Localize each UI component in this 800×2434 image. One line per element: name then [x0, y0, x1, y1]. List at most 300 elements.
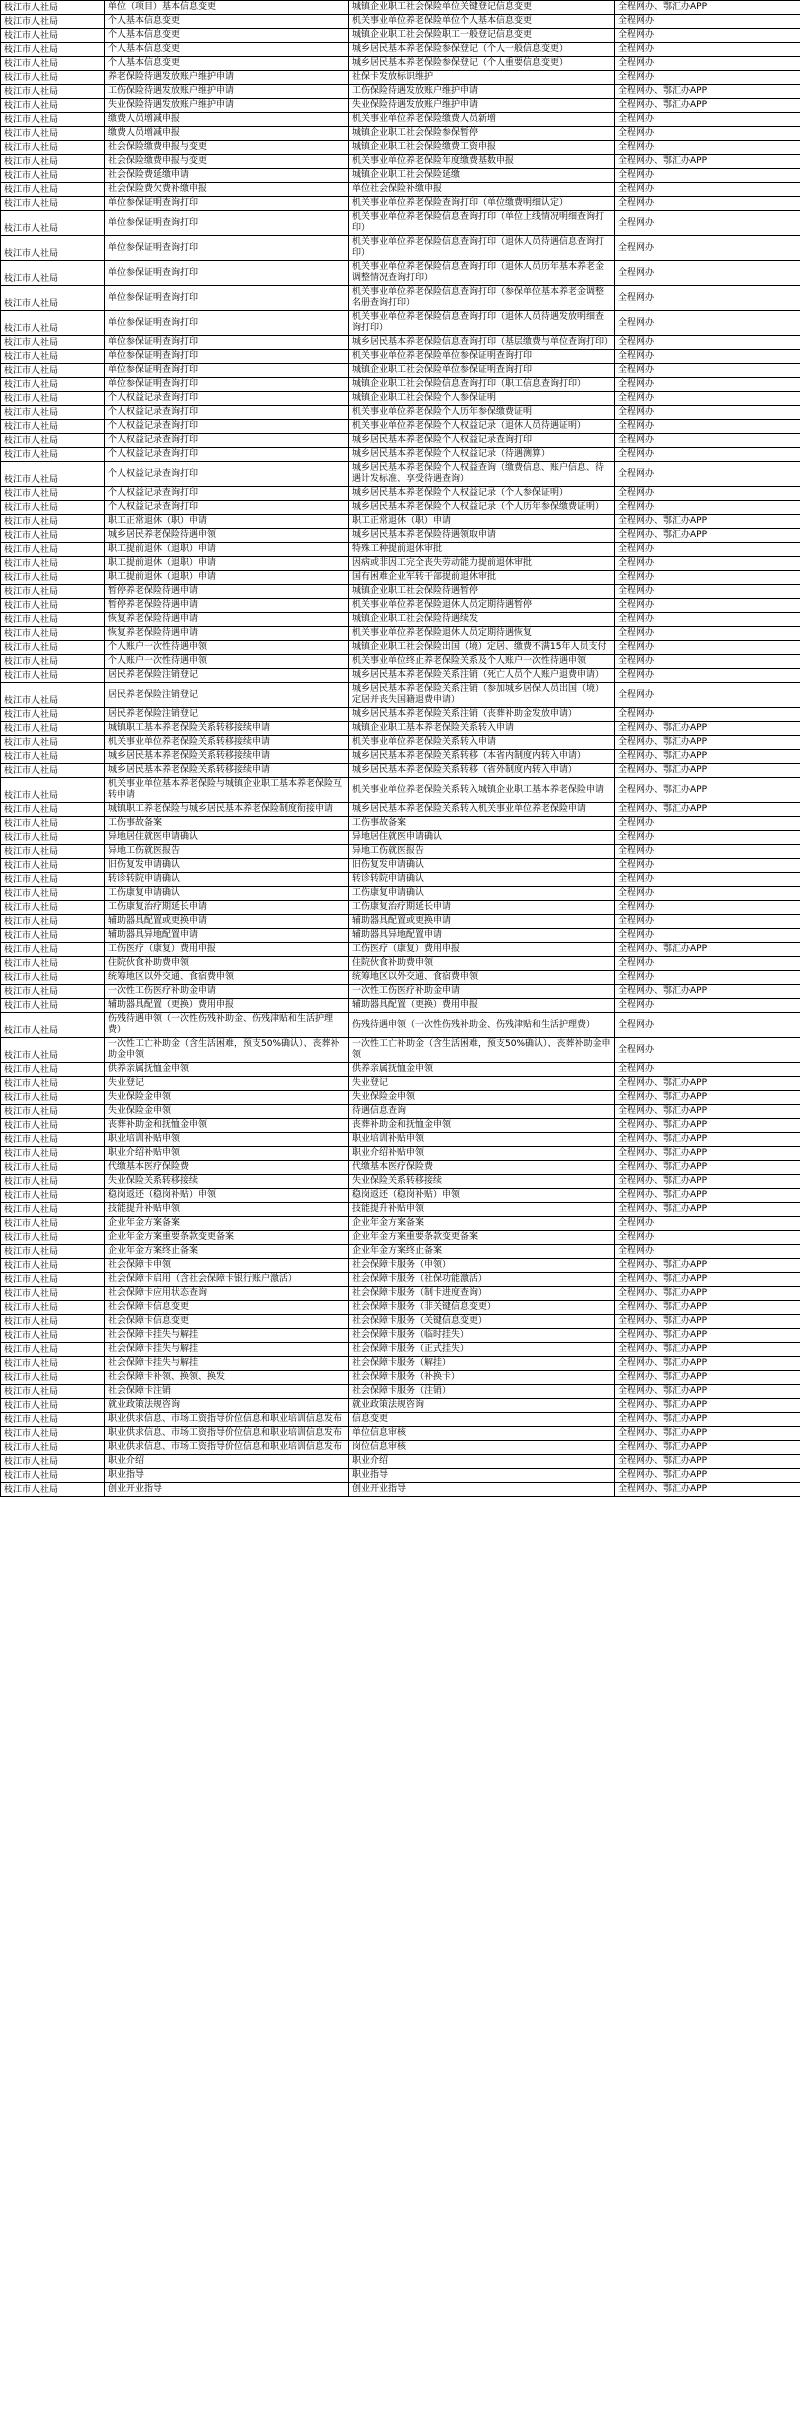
table-row	[1, 434, 800, 448]
sub-item-cell: 社会保障卡服务（解挂）	[349, 1357, 615, 1371]
channel-cell: 全程网办	[615, 113, 800, 127]
department-cell: 枝江市人社局	[1, 448, 105, 462]
channel-cell: 全程网办、鄂汇办APP	[615, 764, 800, 778]
channel-cell: 全程网办	[615, 999, 800, 1013]
table-row	[1, 1385, 800, 1399]
service-item-cell: 城镇职工基本养老保险关系转移接续申请	[105, 722, 349, 736]
department-cell: 枝江市人社局	[1, 957, 105, 971]
channel-cell: 全程网办	[615, 71, 800, 85]
table-row	[1, 71, 800, 85]
sub-item-cell: 城乡居民基本养老保险关系转移（省外制度内转入申请）	[349, 764, 615, 778]
sub-item-cell: 城乡居民基本养老保险参保登记（个人一般信息变更）	[349, 43, 615, 57]
table-row	[1, 1119, 800, 1133]
service-item-cell: 异地工伤就医报告	[105, 845, 349, 859]
table-row	[1, 669, 800, 683]
sub-item-cell: 城乡居民基本养老保险个人权益记录（个人历年参保缴费证明）	[349, 501, 615, 515]
table-row	[1, 462, 800, 487]
channel-cell: 全程网办	[615, 15, 800, 29]
channel-cell: 全程网办	[615, 1217, 800, 1231]
department-cell: 枝江市人社局	[1, 1259, 105, 1273]
sub-item-cell: 城乡居民基本养老保险个人权益记录（待遇测算）	[349, 448, 615, 462]
department-cell: 枝江市人社局	[1, 261, 105, 286]
channel-cell: 全程网办	[615, 1038, 800, 1063]
sub-item-cell: 职工正常退休（职）申请	[349, 515, 615, 529]
department-cell: 枝江市人社局	[1, 1287, 105, 1301]
table-row	[1, 683, 800, 708]
channel-cell: 全程网办	[615, 599, 800, 613]
table-row	[1, 1329, 800, 1343]
department-cell: 枝江市人社局	[1, 1441, 105, 1455]
department-cell: 枝江市人社局	[1, 350, 105, 364]
department-cell: 枝江市人社局	[1, 1133, 105, 1147]
table-row	[1, 1413, 800, 1427]
sub-item-cell: 机关事业单位养老保险信息查询打印（退休人员历年基本养老金调整情况查询打印）	[349, 261, 615, 286]
service-item-cell: 社会保险费欠费补缴申报	[105, 183, 349, 197]
sub-item-cell: 机关事业单位养老保险信息查询打印（单位上线情况明细查询打印）	[349, 211, 615, 236]
department-cell: 枝江市人社局	[1, 211, 105, 236]
sub-item-cell: 城乡居民基本养老保险关系转入机关事业单位养老保险申请	[349, 803, 615, 817]
service-item-cell: 缴费人员增减申报	[105, 127, 349, 141]
department-cell: 枝江市人社局	[1, 971, 105, 985]
sub-item-cell: 社保卡发放标识维护	[349, 71, 615, 85]
department-cell: 枝江市人社局	[1, 1385, 105, 1399]
department-cell: 枝江市人社局	[1, 529, 105, 543]
service-item-cell: 居民养老保险注销登记	[105, 683, 349, 708]
service-item-cell: 个人基本信息变更	[105, 29, 349, 43]
department-cell: 枝江市人社局	[1, 1455, 105, 1469]
sub-item-cell: 待遇信息查询	[349, 1105, 615, 1119]
sub-item-cell: 城乡居民基本养老保险关系转移（本省内制度内转入申请）	[349, 750, 615, 764]
department-cell: 枝江市人社局	[1, 1147, 105, 1161]
sub-item-cell: 辅助器具异地配置申请	[349, 929, 615, 943]
sub-item-cell: 城镇企业职工社会保险缴费工资申报	[349, 141, 615, 155]
channel-cell: 全程网办	[615, 286, 800, 311]
channel-cell: 全程网办、鄂汇办APP	[615, 1455, 800, 1469]
channel-cell: 全程网办	[615, 817, 800, 831]
service-item-cell: 个人权益记录查询打印	[105, 487, 349, 501]
table-row	[1, 985, 800, 999]
channel-cell: 全程网办、鄂汇办APP	[615, 1077, 800, 1091]
sub-item-cell: 城镇企业职工社会保险职工一般登记信息变更	[349, 29, 615, 43]
table-row	[1, 817, 800, 831]
sub-item-cell: 代缴基本医疗保险费	[349, 1161, 615, 1175]
service-item-cell: 社会保障卡挂失与解挂	[105, 1329, 349, 1343]
department-cell: 枝江市人社局	[1, 99, 105, 113]
service-item-cell: 职工提前退休（退职）申请	[105, 571, 349, 585]
service-item-cell: 个人权益记录查询打印	[105, 462, 349, 487]
channel-cell: 全程网办	[615, 1231, 800, 1245]
department-cell: 枝江市人社局	[1, 1357, 105, 1371]
table-row	[1, 1259, 800, 1273]
department-cell: 枝江市人社局	[1, 1273, 105, 1287]
department-cell: 枝江市人社局	[1, 501, 105, 515]
sub-item-cell: 辅助器具配置或更换申请	[349, 915, 615, 929]
table-row	[1, 261, 800, 286]
department-cell: 枝江市人社局	[1, 1189, 105, 1203]
service-item-cell: 职业供求信息、市场工资指导价位信息和职业培训信息发布	[105, 1427, 349, 1441]
sub-item-cell: 职业介绍补贴申领	[349, 1147, 615, 1161]
department-cell: 枝江市人社局	[1, 543, 105, 557]
table-row	[1, 1105, 800, 1119]
service-item-cell: 个人账户一次性待遇申领	[105, 641, 349, 655]
table-row	[1, 915, 800, 929]
table-row	[1, 392, 800, 406]
sub-item-cell: 机关事业单位养老保险退休人员定期待遇恢复	[349, 627, 615, 641]
service-item-cell: 单位参保证明查询打印	[105, 286, 349, 311]
table-row	[1, 613, 800, 627]
channel-cell: 全程网办、鄂汇办APP	[615, 1273, 800, 1287]
service-item-cell: 辅助器具配置或更换申请	[105, 915, 349, 929]
sub-item-cell: 机关事业单位养老保险单位个人基本信息变更	[349, 15, 615, 29]
channel-cell: 全程网办	[615, 501, 800, 515]
service-item-cell: 社会保障卡启用（含社会保障卡银行账户激活）	[105, 1273, 349, 1287]
service-item-cell: 社会保障卡注销	[105, 1385, 349, 1399]
department-cell: 枝江市人社局	[1, 15, 105, 29]
department-cell: 枝江市人社局	[1, 311, 105, 336]
department-cell: 枝江市人社局	[1, 378, 105, 392]
department-cell: 枝江市人社局	[1, 183, 105, 197]
sub-item-cell: 职业指导	[349, 1469, 615, 1483]
service-item-cell: 个人权益记录查询打印	[105, 420, 349, 434]
sub-item-cell: 失业登记	[349, 1077, 615, 1091]
table-row	[1, 1455, 800, 1469]
sub-item-cell: 机关事业单位养老保险关系转入城镇企业职工基本养老保险申请	[349, 778, 615, 803]
sub-item-cell: 一次性工亡补助金（含生活困难，预支50%确认）、丧葬补助金申领	[349, 1038, 615, 1063]
service-item-cell: 工伤医疗（康复）费用申报	[105, 943, 349, 957]
sub-item-cell: 机关事业单位终止养老保险关系及个人账户一次性待遇申领	[349, 655, 615, 669]
channel-cell: 全程网办、鄂汇办APP	[615, 1091, 800, 1105]
table-row	[1, 197, 800, 211]
channel-cell: 全程网办、鄂汇办APP	[615, 1301, 800, 1315]
service-item-cell: 城乡居民基本养老保险关系转移接续申请	[105, 750, 349, 764]
channel-cell: 全程网办	[615, 585, 800, 599]
channel-cell: 全程网办	[615, 487, 800, 501]
channel-cell: 全程网办	[615, 392, 800, 406]
service-item-cell: 失业保险关系转移接续	[105, 1175, 349, 1189]
sub-item-cell: 社会保障卡服务（社保功能激活）	[349, 1273, 615, 1287]
service-item-cell: 单位参保证明查询打印	[105, 236, 349, 261]
table-row	[1, 350, 800, 364]
table-row	[1, 1427, 800, 1441]
channel-cell: 全程网办、鄂汇办APP	[615, 1329, 800, 1343]
channel-cell: 全程网办、鄂汇办APP	[615, 1161, 800, 1175]
service-item-cell: 失业保险金申领	[105, 1091, 349, 1105]
service-item-cell: 恢复养老保险待遇申请	[105, 627, 349, 641]
table-row	[1, 487, 800, 501]
table-row	[1, 943, 800, 957]
channel-cell: 全程网办、鄂汇办APP	[615, 1147, 800, 1161]
channel-cell: 全程网办	[615, 873, 800, 887]
sub-item-cell: 旧伤复发申请确认	[349, 859, 615, 873]
table-row	[1, 1147, 800, 1161]
service-item-cell: 失业保险金申领	[105, 1105, 349, 1119]
department-cell: 枝江市人社局	[1, 1245, 105, 1259]
channel-cell: 全程网办	[615, 683, 800, 708]
department-cell: 枝江市人社局	[1, 1119, 105, 1133]
table-row	[1, 1217, 800, 1231]
table-row	[1, 1287, 800, 1301]
channel-cell: 全程网办、鄂汇办APP	[615, 1343, 800, 1357]
sub-item-cell: 工伤康复申请确认	[349, 887, 615, 901]
sub-item-cell: 特殊工种提前退休审批	[349, 543, 615, 557]
table-row	[1, 736, 800, 750]
channel-cell: 全程网办、鄂汇办APP	[615, 750, 800, 764]
channel-cell: 全程网办、鄂汇办APP	[615, 985, 800, 999]
table-row	[1, 15, 800, 29]
service-item-cell: 社会保障卡信息变更	[105, 1301, 349, 1315]
channel-cell: 全程网办	[615, 434, 800, 448]
sub-item-cell: 机关事业单位养老保险缴费人员新增	[349, 113, 615, 127]
department-cell: 枝江市人社局	[1, 1203, 105, 1217]
channel-cell: 全程网办、鄂汇办APP	[615, 1259, 800, 1273]
department-cell: 枝江市人社局	[1, 1399, 105, 1413]
sub-item-cell: 城乡居民基本养老保险关系注销（丧葬补助金发放申请）	[349, 708, 615, 722]
department-cell: 枝江市人社局	[1, 929, 105, 943]
service-item-cell: 失业保险待遇发放账户维护申请	[105, 99, 349, 113]
sub-item-cell: 一次性工伤医疗补助金申请	[349, 985, 615, 999]
service-item-cell: 企业年金方案重要条款变更备案	[105, 1231, 349, 1245]
channel-cell: 全程网办	[615, 887, 800, 901]
channel-cell: 全程网办	[615, 311, 800, 336]
sub-item-cell: 城乡居民基本养老保险待遇领取申请	[349, 529, 615, 543]
department-cell: 枝江市人社局	[1, 1161, 105, 1175]
table-row	[1, 43, 800, 57]
service-item-cell: 单位参保证明查询打印	[105, 364, 349, 378]
service-item-cell: 社会保障卡补领、换领、换发	[105, 1371, 349, 1385]
department-cell: 枝江市人社局	[1, 943, 105, 957]
sub-item-cell: 职业培训补贴申领	[349, 1133, 615, 1147]
channel-cell: 全程网办	[615, 957, 800, 971]
department-cell: 枝江市人社局	[1, 127, 105, 141]
channel-cell: 全程网办、鄂汇办APP	[615, 1483, 800, 1497]
channel-cell: 全程网办	[615, 211, 800, 236]
sub-item-cell: 社会保障卡服务（临时挂失）	[349, 1329, 615, 1343]
department-cell: 枝江市人社局	[1, 1, 105, 15]
table-row	[1, 1077, 800, 1091]
department-cell: 枝江市人社局	[1, 1091, 105, 1105]
channel-cell: 全程网办	[615, 183, 800, 197]
sub-item-cell: 企业年金方案终止备案	[349, 1245, 615, 1259]
channel-cell: 全程网办、鄂汇办APP	[615, 1385, 800, 1399]
service-table-body	[1, 1, 800, 1497]
department-cell: 枝江市人社局	[1, 1343, 105, 1357]
service-item-cell: 职业介绍	[105, 1455, 349, 1469]
department-cell: 枝江市人社局	[1, 71, 105, 85]
table-row	[1, 803, 800, 817]
department-cell: 枝江市人社局	[1, 831, 105, 845]
sub-item-cell: 工伤事故备案	[349, 817, 615, 831]
service-item-cell: 单位参保证明查询打印	[105, 350, 349, 364]
table-row	[1, 501, 800, 515]
sub-item-cell: 社会保障卡服务（补换卡）	[349, 1371, 615, 1385]
service-item-cell: 单位参保证明查询打印	[105, 261, 349, 286]
service-item-cell: 个人权益记录查询打印	[105, 434, 349, 448]
sub-item-cell: 住院伙食补助费申领	[349, 957, 615, 971]
department-cell: 枝江市人社局	[1, 1413, 105, 1427]
department-cell: 枝江市人社局	[1, 736, 105, 750]
service-item-cell: 个人权益记录查询打印	[105, 448, 349, 462]
channel-cell: 全程网办、鄂汇办APP	[615, 1427, 800, 1441]
service-item-cell: 城乡居民养老保险待遇申领	[105, 529, 349, 543]
channel-cell: 全程网办、鄂汇办APP	[615, 155, 800, 169]
department-cell: 枝江市人社局	[1, 1231, 105, 1245]
table-row	[1, 845, 800, 859]
table-row	[1, 364, 800, 378]
department-cell: 枝江市人社局	[1, 708, 105, 722]
department-cell: 枝江市人社局	[1, 29, 105, 43]
table-row	[1, 1315, 800, 1329]
sub-item-cell: 稳岗返还（稳岗补贴）申领	[349, 1189, 615, 1203]
sub-item-cell: 供养亲属抚恤金申领	[349, 1063, 615, 1077]
channel-cell: 全程网办、鄂汇办APP	[615, 1315, 800, 1329]
channel-cell: 全程网办	[615, 336, 800, 350]
service-item-cell: 单位参保证明查询打印	[105, 211, 349, 236]
department-cell: 枝江市人社局	[1, 764, 105, 778]
table-row	[1, 1038, 800, 1063]
sub-item-cell: 城镇企业职工社会保险待遇续发	[349, 613, 615, 627]
service-item-cell: 社会保障卡信息变更	[105, 1315, 349, 1329]
service-item-cell: 机关事业单位基本养老保险与城镇企业职工基本养老保险互转申请	[105, 778, 349, 803]
department-cell: 枝江市人社局	[1, 873, 105, 887]
table-row	[1, 778, 800, 803]
table-row	[1, 1343, 800, 1357]
service-item-cell: 工伤康复治疗期延长申请	[105, 901, 349, 915]
sub-item-cell: 异地工伤就医报告	[349, 845, 615, 859]
channel-cell: 全程网办	[615, 845, 800, 859]
table-row	[1, 571, 800, 585]
department-cell: 枝江市人社局	[1, 364, 105, 378]
department-cell: 枝江市人社局	[1, 1427, 105, 1441]
channel-cell: 全程网办、鄂汇办APP	[615, 1119, 800, 1133]
sub-item-cell: 城镇企业职工社会保险单位参保证明查询打印	[349, 364, 615, 378]
channel-cell: 全程网办、鄂汇办APP	[615, 1203, 800, 1217]
table-row	[1, 113, 800, 127]
sub-item-cell: 城镇企业职工基本养老保险关系转入申请	[349, 722, 615, 736]
table-row	[1, 311, 800, 336]
table-row	[1, 211, 800, 236]
sub-item-cell: 异地居住就医申请确认	[349, 831, 615, 845]
service-item-cell: 职业指导	[105, 1469, 349, 1483]
sub-item-cell: 机关事业单位养老保险年度缴费基数申报	[349, 155, 615, 169]
sub-item-cell: 社会保障卡服务（关键信息变更）	[349, 1315, 615, 1329]
table-row	[1, 1189, 800, 1203]
service-item-cell: 职业培训补贴申领	[105, 1133, 349, 1147]
sub-item-cell: 城乡居民基本养老保险信息查询打印（基层缴费与单位查询打印）	[349, 336, 615, 350]
sub-item-cell: 社会保障卡服务（非关键信息变更）	[349, 1301, 615, 1315]
service-item-cell: 企业年金方案终止备案	[105, 1245, 349, 1259]
service-item-cell: 职工提前退休（退职）申请	[105, 543, 349, 557]
channel-cell: 全程网办、鄂汇办APP	[615, 1287, 800, 1301]
service-item-cell: 个人权益记录查询打印	[105, 406, 349, 420]
channel-cell: 全程网办	[615, 462, 800, 487]
service-item-cell: 个人基本信息变更	[105, 43, 349, 57]
table-row	[1, 169, 800, 183]
department-cell: 枝江市人社局	[1, 155, 105, 169]
department-cell: 枝江市人社局	[1, 85, 105, 99]
service-item-cell: 社会保障卡挂失与解挂	[105, 1343, 349, 1357]
department-cell: 枝江市人社局	[1, 286, 105, 311]
department-cell: 枝江市人社局	[1, 803, 105, 817]
service-item-cell: 职工提前退休（退职）申请	[105, 557, 349, 571]
sub-item-cell: 技能提升补贴申领	[349, 1203, 615, 1217]
table-row	[1, 750, 800, 764]
service-item-cell: 单位参保证明查询打印	[105, 311, 349, 336]
sub-item-cell: 机关事业单位养老保险信息查询打印（退休人员待遇信息查询打印）	[349, 236, 615, 261]
channel-cell: 全程网办	[615, 915, 800, 929]
service-item-cell: 居民养老保险注销登记	[105, 669, 349, 683]
service-item-cell: 恢复养老保险待遇申请	[105, 613, 349, 627]
service-item-cell: 城乡居民基本养老保险关系转移接续申请	[105, 764, 349, 778]
department-cell: 枝江市人社局	[1, 845, 105, 859]
table-row	[1, 515, 800, 529]
service-item-cell: 工伤保险待遇发放账户维护申请	[105, 85, 349, 99]
table-row	[1, 957, 800, 971]
table-row	[1, 236, 800, 261]
table-row	[1, 1, 800, 15]
channel-cell: 全程网办	[615, 420, 800, 434]
channel-cell: 全程网办	[615, 859, 800, 873]
department-cell: 枝江市人社局	[1, 999, 105, 1013]
channel-cell: 全程网办	[615, 901, 800, 915]
table-row	[1, 420, 800, 434]
table-row	[1, 599, 800, 613]
channel-cell: 全程网办、鄂汇办APP	[615, 1469, 800, 1483]
department-cell: 枝江市人社局	[1, 571, 105, 585]
department-cell: 枝江市人社局	[1, 627, 105, 641]
department-cell: 枝江市人社局	[1, 1315, 105, 1329]
channel-cell: 全程网办	[615, 1245, 800, 1259]
table-row	[1, 831, 800, 845]
department-cell: 枝江市人社局	[1, 43, 105, 57]
service-item-cell: 职业供求信息、市场工资指导价位信息和职业培训信息发布	[105, 1413, 349, 1427]
sub-item-cell: 城乡居民基本养老保险关系注销（死亡人员个人账户退费申请）	[349, 669, 615, 683]
service-item-cell: 职业供求信息、市场工资指导价位信息和职业培训信息发布	[105, 1441, 349, 1455]
department-cell: 枝江市人社局	[1, 1301, 105, 1315]
table-row	[1, 1469, 800, 1483]
sub-item-cell: 城镇企业职工社会保险参保暂停	[349, 127, 615, 141]
table-row	[1, 971, 800, 985]
channel-cell: 全程网办	[615, 613, 800, 627]
channel-cell: 全程网办、鄂汇办APP	[615, 1371, 800, 1385]
channel-cell: 全程网办、鄂汇办APP	[615, 99, 800, 113]
channel-cell: 全程网办	[615, 378, 800, 392]
sub-item-cell: 机关事业单位养老保险个人权益记录（退休人员待遇证明）	[349, 420, 615, 434]
department-cell: 枝江市人社局	[1, 901, 105, 915]
sub-item-cell: 机关事业单位养老保险信息查询打印（参保单位基本养老金调整名册查询打印）	[349, 286, 615, 311]
department-cell: 枝江市人社局	[1, 683, 105, 708]
table-row	[1, 286, 800, 311]
channel-cell: 全程网办	[615, 127, 800, 141]
service-item-cell: 伤残待遇申领（一次性伤残补助金、伤残津贴和生活护理费）	[105, 1013, 349, 1038]
sub-item-cell: 统筹地区以外交通、食宿费申领	[349, 971, 615, 985]
department-cell: 枝江市人社局	[1, 1371, 105, 1385]
channel-cell: 全程网办	[615, 1063, 800, 1077]
channel-cell: 全程网办、鄂汇办APP	[615, 1133, 800, 1147]
department-cell: 枝江市人社局	[1, 750, 105, 764]
service-item-cell: 养老保险待遇发放账户维护申请	[105, 71, 349, 85]
service-item-cell: 一次性工亡补助金（含生活困难，预支50%确认）、丧葬补助金申领	[105, 1038, 349, 1063]
sub-item-cell: 失业保险待遇发放账户维护申请	[349, 99, 615, 113]
department-cell: 枝江市人社局	[1, 462, 105, 487]
channel-cell: 全程网办	[615, 971, 800, 985]
table-row	[1, 29, 800, 43]
channel-cell: 全程网办	[615, 236, 800, 261]
department-cell: 枝江市人社局	[1, 585, 105, 599]
sub-item-cell: 创业开业指导	[349, 1483, 615, 1497]
service-item-cell: 异地居住就医申请确认	[105, 831, 349, 845]
table-row	[1, 1161, 800, 1175]
service-item-cell: 职业介绍补贴申领	[105, 1147, 349, 1161]
